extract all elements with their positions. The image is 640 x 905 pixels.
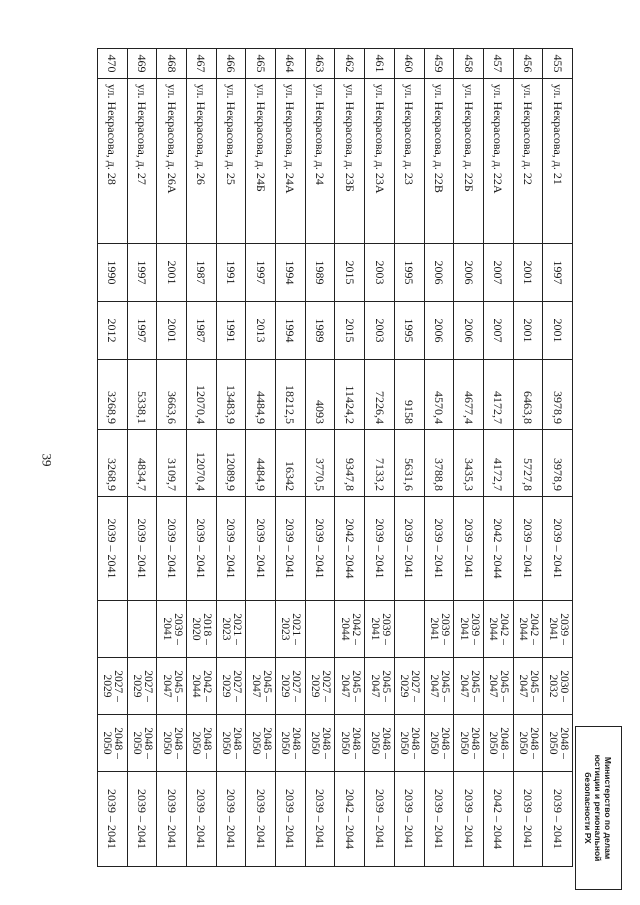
cell-area-b: 3770,5: [305, 430, 335, 497]
cell-area-a: 11424,2: [335, 360, 365, 430]
cell-repair-3: 2027 – 2029: [305, 658, 335, 715]
cell-row-no: 470: [98, 49, 128, 79]
cell-repair-5: 2042 – 2044: [335, 772, 365, 867]
cell-year-built: 2001: [513, 244, 543, 302]
cell-repair-3: 2045 – 2047: [246, 658, 276, 715]
cell-repair-1: 2039 – 2041: [276, 497, 306, 601]
cell-area-b: 5631,6: [394, 430, 424, 497]
cell-repair-5: 2039 – 2041: [543, 772, 573, 867]
cell-year-built: 2001: [157, 244, 187, 302]
cell-repair-2: 2021 – 2023: [276, 601, 306, 658]
cell-repair-2: 2018 – 2020: [187, 601, 217, 658]
table-row: [394, 49, 424, 867]
cell-area-a: 4677,4: [454, 360, 484, 430]
ministry-stamp: [575, 726, 622, 890]
cell-repair-1: 2039 – 2041: [157, 497, 187, 601]
cell-year-reno: 2003: [365, 302, 395, 360]
cell-repair-5: 2039 – 2041: [127, 772, 157, 867]
table-row: [454, 49, 484, 867]
cell-repair-4: 2048 – 2050: [246, 715, 276, 772]
table-row: [216, 49, 246, 867]
cell-year-built: 1987: [187, 244, 217, 302]
cell-address: ул. Некрасова, д. 22А: [483, 79, 513, 244]
cell-repair-3: 2030 – 2032: [543, 658, 573, 715]
cell-row-no: 462: [335, 49, 365, 79]
cell-year-built: 1990: [98, 244, 128, 302]
cell-repair-1: 2039 – 2041: [365, 497, 395, 601]
cell-address: ул. Некрасова, д. 28: [98, 79, 128, 244]
table-row: [98, 49, 128, 867]
cell-repair-4: 2048 – 2050: [216, 715, 246, 772]
cell-repair-1: 2039 – 2041: [424, 497, 454, 601]
cell-address: ул. Некрасова, д. 27: [127, 79, 157, 244]
cell-repair-2: 2042 – 2044: [335, 601, 365, 658]
cell-row-no: 456: [513, 49, 543, 79]
cell-year-built: 1995: [394, 244, 424, 302]
cell-area-a: 3663,6: [157, 360, 187, 430]
cell-repair-1: 2042 – 2044: [335, 497, 365, 601]
cell-year-reno: 2012: [98, 302, 128, 360]
cell-repair-3: 2042 – 2044: [187, 658, 217, 715]
cell-area-a: 7226,4: [365, 360, 395, 430]
cell-row-no: 469: [127, 49, 157, 79]
cell-repair-1: 2039 – 2041: [513, 497, 543, 601]
cell-year-built: 1994: [276, 244, 306, 302]
stamp-line: Министерство по делам: [603, 756, 614, 860]
cell-area-b: 4484,9: [246, 430, 276, 497]
cell-area-a: 3268,9: [98, 360, 128, 430]
cell-year-reno: 2006: [454, 302, 484, 360]
cell-repair-4: 2048 – 2050: [157, 715, 187, 772]
cell-repair-5: 2039 – 2041: [246, 772, 276, 867]
table-row: [157, 49, 187, 867]
stamp-line: юстиции и региональной: [593, 754, 604, 862]
cell-repair-1: 2039 – 2041: [543, 497, 573, 601]
cell-repair-3: 2045 – 2047: [365, 658, 395, 715]
cell-year-built: 1997: [246, 244, 276, 302]
cell-repair-5: 2039 – 2041: [454, 772, 484, 867]
cell-year-reno: 2001: [543, 302, 573, 360]
cell-row-no: 463: [305, 49, 335, 79]
cell-area-a: 4570,4: [424, 360, 454, 430]
cell-area-b: 12070,4: [187, 430, 217, 497]
cell-repair-4: 2048 – 2050: [276, 715, 306, 772]
cell-address: ул. Некрасова, д. 22Б: [454, 79, 484, 244]
cell-row-no: 455: [543, 49, 573, 79]
cell-area-a: 9158: [394, 360, 424, 430]
cell-repair-4: 2048 – 2050: [98, 715, 128, 772]
cell-area-a: 13483,9: [216, 360, 246, 430]
cell-repair-1: 2039 – 2041: [394, 497, 424, 601]
cell-area-a: 4172,7: [483, 360, 513, 430]
cell-address: ул. Некрасова, д. 23А: [365, 79, 395, 244]
cell-area-b: 3109,7: [157, 430, 187, 497]
cell-repair-1: 2039 – 2041: [187, 497, 217, 601]
cell-area-a: 6463,8: [513, 360, 543, 430]
cell-repair-3: 2045 – 2047: [335, 658, 365, 715]
cell-repair-5: 2039 – 2041: [513, 772, 543, 867]
cell-area-a: 5338,1: [127, 360, 157, 430]
cell-address: ул. Некрасова, д. 25: [216, 79, 246, 244]
cell-area-b: 16342: [276, 430, 306, 497]
cell-repair-5: 2039 – 2041: [98, 772, 128, 867]
cell-repair-5: 2039 – 2041: [276, 772, 306, 867]
cell-year-reno: 2007: [483, 302, 513, 360]
cell-repair-4: 2048 – 2050: [365, 715, 395, 772]
table-row: [513, 49, 543, 867]
cell-repair-2: [305, 601, 335, 658]
table-row: [187, 49, 217, 867]
cell-area-b: 7133,2: [365, 430, 395, 497]
cell-repair-5: 2039 – 2041: [424, 772, 454, 867]
cell-repair-5: 2039 – 2041: [394, 772, 424, 867]
cell-row-no: 457: [483, 49, 513, 79]
cell-area-a: 3978,9: [543, 360, 573, 430]
cell-year-reno: 1997: [127, 302, 157, 360]
cell-repair-3: 2027 – 2029: [216, 658, 246, 715]
cell-repair-4: 2048 – 2050: [394, 715, 424, 772]
cell-address: ул. Некрасова, д. 24Б: [246, 79, 276, 244]
cell-row-no: 468: [157, 49, 187, 79]
cell-year-reno: 1994: [276, 302, 306, 360]
cell-area-a: 4093: [305, 360, 335, 430]
cell-area-b: 4172,7: [483, 430, 513, 497]
table-row: [246, 49, 276, 867]
cell-repair-4: 2048 – 2050: [424, 715, 454, 772]
cell-repair-1: 2039 – 2041: [454, 497, 484, 601]
cell-area-b: 3268,9: [98, 430, 128, 497]
cell-repair-4: 2048 – 2050: [483, 715, 513, 772]
cell-repair-2: 2039 – 2041: [454, 601, 484, 658]
cell-repair-1: 2042 – 2044: [483, 497, 513, 601]
cell-row-no: 467: [187, 49, 217, 79]
cell-repair-3: 2045 – 2047: [424, 658, 454, 715]
cell-year-reno: 1991: [216, 302, 246, 360]
cell-repair-4: 2048 – 2050: [335, 715, 365, 772]
cell-repair-3: 2045 – 2047: [483, 658, 513, 715]
cell-repair-3: 2027 – 2029: [276, 658, 306, 715]
cell-address: ул. Некрасова, д. 24: [305, 79, 335, 244]
cell-repair-5: 2039 – 2041: [216, 772, 246, 867]
cell-area-b: 3788,8: [424, 430, 454, 497]
cell-address: ул. Некрасова, д. 22В: [424, 79, 454, 244]
cell-repair-2: [394, 601, 424, 658]
cell-row-no: 461: [365, 49, 395, 79]
cell-year-reno: 1987: [187, 302, 217, 360]
cell-repair-3: 2027 – 2029: [98, 658, 128, 715]
cell-year-built: 2006: [424, 244, 454, 302]
cell-year-built: 1991: [216, 244, 246, 302]
cell-repair-3: 2045 – 2047: [454, 658, 484, 715]
stamp-line: безопасности РХ: [583, 772, 594, 844]
table-row: [305, 49, 335, 867]
cell-year-reno: 1989: [305, 302, 335, 360]
cell-repair-2: 2039 – 2041: [543, 601, 573, 658]
cell-year-built: 1997: [127, 244, 157, 302]
cell-area-a: 18212,5: [276, 360, 306, 430]
cell-repair-1: 2039 – 2041: [216, 497, 246, 601]
cell-year-reno: 2006: [424, 302, 454, 360]
cell-repair-2: 2039 – 2041: [424, 601, 454, 658]
cell-repair-2: 2042 – 2044: [483, 601, 513, 658]
cell-area-a: 12070,4: [187, 360, 217, 430]
cell-address: ул. Некрасова, д. 21: [543, 79, 573, 244]
cell-repair-5: 2039 – 2041: [187, 772, 217, 867]
cell-address: ул. Некрасова, д. 23: [394, 79, 424, 244]
table-row: [483, 49, 513, 867]
cell-repair-4: 2048 – 2050: [187, 715, 217, 772]
cell-address: ул. Некрасова, д. 26: [187, 79, 217, 244]
cell-repair-3: 2027 – 2029: [127, 658, 157, 715]
cell-row-no: 460: [394, 49, 424, 79]
table-row: [424, 49, 454, 867]
cell-repair-2: [98, 601, 128, 658]
cell-year-reno: 2013: [246, 302, 276, 360]
cell-repair-3: 2045 – 2047: [513, 658, 543, 715]
cell-repair-2: [246, 601, 276, 658]
table-row: [335, 49, 365, 867]
table-row: [276, 49, 306, 867]
cell-repair-3: 2027 – 2029: [394, 658, 424, 715]
page-number: 39: [39, 453, 55, 467]
cell-area-b: 3435,3: [454, 430, 484, 497]
cell-repair-1: 2039 – 2041: [98, 497, 128, 601]
cell-address: ул. Некрасова, д. 26А: [157, 79, 187, 244]
cell-area-b: 5727,8: [513, 430, 543, 497]
cell-year-built: 2007: [483, 244, 513, 302]
cell-repair-2: [127, 601, 157, 658]
cell-repair-1: 2039 – 2041: [127, 497, 157, 601]
cell-area-b: 3978,9: [543, 430, 573, 497]
cell-area-a: 4484,9: [246, 360, 276, 430]
table-row: [543, 49, 573, 867]
cell-repair-1: 2039 – 2041: [246, 497, 276, 601]
cell-year-built: 1997: [543, 244, 573, 302]
cell-year-reno: 2001: [157, 302, 187, 360]
cell-repair-2: 2039 – 2041: [365, 601, 395, 658]
cell-year-reno: 1995: [394, 302, 424, 360]
cell-repair-5: 2039 – 2041: [157, 772, 187, 867]
cell-year-reno: 2001: [513, 302, 543, 360]
cell-repair-5: 2039 – 2041: [365, 772, 395, 867]
cell-repair-4: 2048 – 2050: [454, 715, 484, 772]
cell-repair-4: 2048 – 2050: [305, 715, 335, 772]
cell-repair-1: 2039 – 2041: [305, 497, 335, 601]
cell-year-built: 2006: [454, 244, 484, 302]
cell-area-b: 12089,9: [216, 430, 246, 497]
cell-repair-4: 2048 – 2050: [543, 715, 573, 772]
cell-repair-2: 2021 – 2023: [216, 601, 246, 658]
cell-area-b: 4834,7: [127, 430, 157, 497]
cell-year-built: 1989: [305, 244, 335, 302]
cell-repair-4: 2048 – 2050: [127, 715, 157, 772]
cell-repair-5: 2042 – 2044: [483, 772, 513, 867]
table-container: [98, 48, 573, 866]
cell-address: ул. Некрасова, д. 24А: [276, 79, 306, 244]
cell-row-no: 464: [276, 49, 306, 79]
cell-year-built: 2003: [365, 244, 395, 302]
housing-repair-table: [97, 48, 573, 867]
cell-row-no: 466: [216, 49, 246, 79]
cell-repair-2: 2042 – 2044: [513, 601, 543, 658]
cell-area-b: 9347,8: [335, 430, 365, 497]
cell-row-no: 459: [424, 49, 454, 79]
table-row: [127, 49, 157, 867]
cell-address: ул. Некрасова, д. 22: [513, 79, 543, 244]
cell-row-no: 465: [246, 49, 276, 79]
cell-repair-3: 2045 – 2047: [157, 658, 187, 715]
cell-row-no: 458: [454, 49, 484, 79]
cell-repair-2: 2039 – 2041: [157, 601, 187, 658]
cell-year-reno: 2015: [335, 302, 365, 360]
cell-year-built: 2015: [335, 244, 365, 302]
table-row: [365, 49, 395, 867]
cell-repair-5: 2039 – 2041: [305, 772, 335, 867]
cell-repair-4: 2048 – 2050: [513, 715, 543, 772]
cell-address: ул. Некрасова, д. 23Б: [335, 79, 365, 244]
